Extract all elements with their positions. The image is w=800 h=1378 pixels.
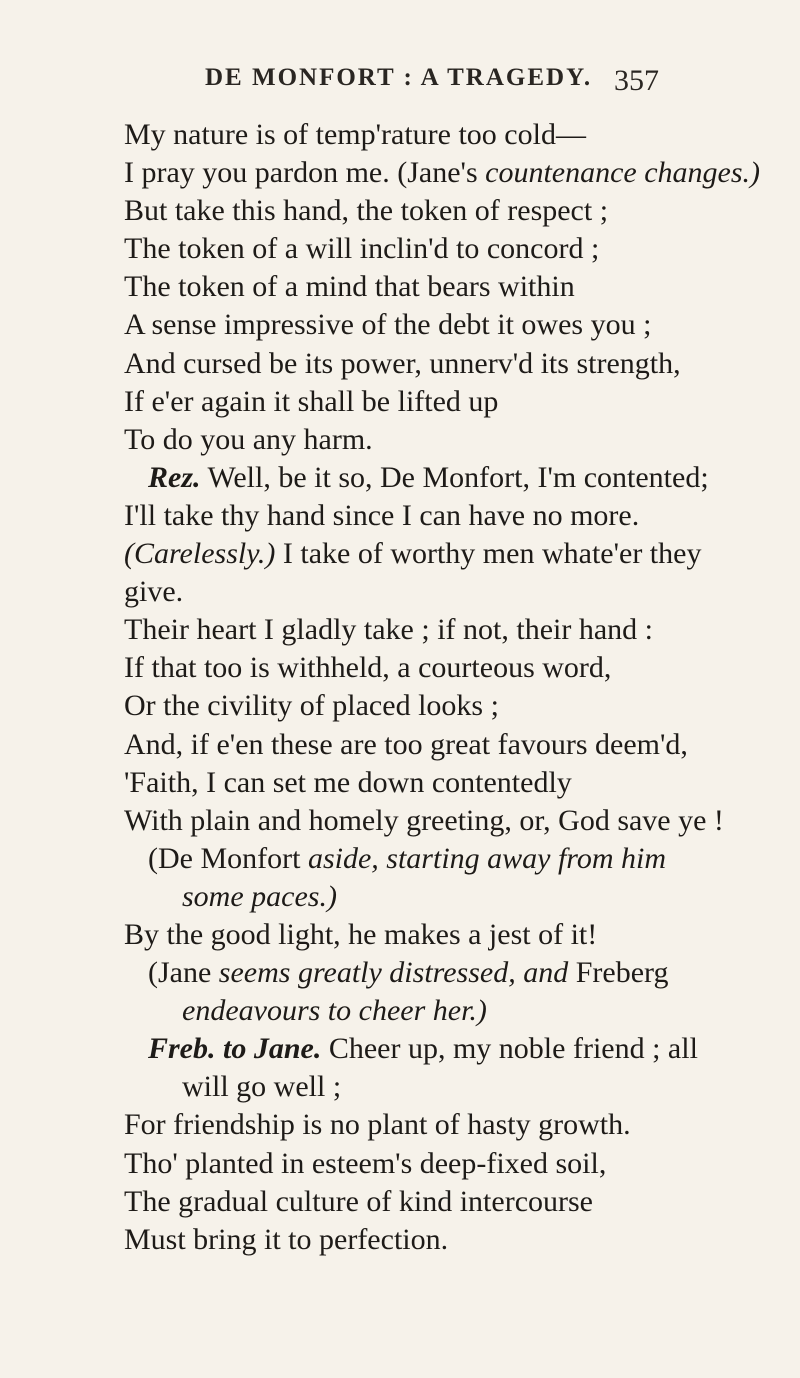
verse-text <box>0 116 800 1259</box>
text-line <box>0 1183 800 1221</box>
text-span: If that too is withheld, a courteous word, <box>124 651 612 685</box>
text-line <box>0 878 800 916</box>
text-span: I take of worthy men whate'er they <box>275 537 702 571</box>
text-line <box>0 611 800 649</box>
text-line <box>0 992 800 1030</box>
text-line <box>0 230 800 268</box>
text-span: If e'er again it shall be lifted up <box>124 384 499 418</box>
text-span: (Jane <box>148 956 219 990</box>
text-span: By the good light, he makes a jest of it! <box>124 917 598 951</box>
text-span: The token of a will inclin'd to concord ; <box>124 232 600 266</box>
text-line <box>0 383 800 421</box>
text-span: To do you any harm. <box>124 422 373 456</box>
text-span: Cheer up, my noble friend ; all <box>321 1032 698 1066</box>
stage-direction: endeavours to cheer her.) <box>182 994 487 1028</box>
text-line <box>0 687 800 725</box>
text-line <box>0 268 800 306</box>
text-span: 'Faith, I can set me down contentedly <box>124 765 572 799</box>
text-span: will go well ; <box>182 1070 342 1104</box>
text-span: My nature is of temp'rature too cold— <box>124 118 586 151</box>
text-span: And cursed be its power, unnerv'd its strength, <box>124 346 681 380</box>
text-span: The token of a mind that bears within <box>124 270 575 304</box>
text-span: The gradual culture of kind intercourse <box>124 1184 593 1218</box>
text-line <box>0 954 800 992</box>
text-line <box>0 306 800 344</box>
text-line <box>0 726 800 764</box>
text-line <box>0 1068 800 1106</box>
text-line <box>0 573 800 611</box>
speaker-name: Rez. <box>148 460 201 494</box>
text-span: With plain and homely greeting, or, God save ye ! <box>124 803 724 837</box>
stage-direction: seems greatly distressed, and <box>218 956 569 990</box>
text-line <box>0 459 800 497</box>
text-line <box>0 1106 800 1144</box>
stage-direction: some paces.) <box>182 879 337 913</box>
text-line <box>0 154 800 192</box>
text-span: For friendship is no plant of hasty growth. <box>124 1108 631 1142</box>
text-span: Or the civility of placed looks ; <box>124 689 499 723</box>
text-line <box>0 421 800 459</box>
stage-direction: countenance changes.) <box>485 156 761 190</box>
text-line <box>0 764 800 802</box>
text-span: Freberg <box>568 956 669 990</box>
text-span: Tho' planted in esteem's deep-fixed soil, <box>124 1146 607 1180</box>
text-span: give. <box>124 575 184 609</box>
text-span: Must bring it to perfection. <box>124 1222 449 1256</box>
text-line <box>0 345 800 383</box>
text-span: (De Monfort <box>148 841 308 875</box>
text-span: A sense impressive of the debt it owes you ; <box>124 308 652 342</box>
page-header <box>0 64 800 104</box>
page-number: 357 <box>614 64 659 97</box>
text-line <box>0 1145 800 1183</box>
text-line <box>0 1030 800 1068</box>
text-line <box>0 497 800 535</box>
text-line <box>0 649 800 687</box>
text-span: I'll take thy hand since I can have no more. <box>124 498 640 532</box>
running-head: DE MONFORT : A TRAGEDY. <box>205 64 593 91</box>
stage-direction: aside, starting away from him <box>307 841 667 875</box>
text-span: Their heart I gladly take ; if not, their hand : <box>124 613 653 647</box>
text-span: Well, be it so, De Monfort, I'm contented; <box>200 460 709 494</box>
text-line <box>0 840 800 878</box>
speaker-name: Freb. to Jane. <box>148 1032 322 1066</box>
text-line <box>0 192 800 230</box>
text-line <box>0 116 800 154</box>
text-span: And, if e'en these are too great favours deem'd, <box>124 727 688 761</box>
text-line <box>0 916 800 954</box>
text-line <box>0 1221 800 1259</box>
text-line <box>0 802 800 840</box>
stage-direction: (Carelessly.) <box>124 537 276 571</box>
text-span: I pray you pardon me. (Jane's <box>124 156 486 190</box>
text-span: But take this hand, the token of respect ; <box>124 194 609 228</box>
text-line <box>0 535 800 573</box>
